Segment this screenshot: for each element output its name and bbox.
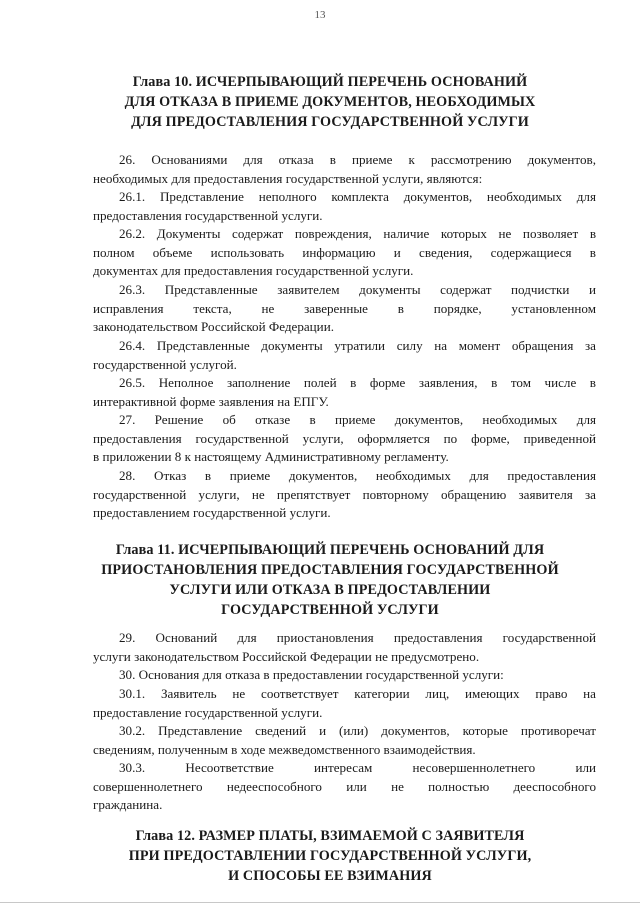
paragraph-28 (93, 467, 596, 523)
paragraph-line: 26.1. Представление неполного комплекта документов, необходимых для (119, 189, 596, 204)
paragraph-26-2 (93, 225, 596, 281)
paragraph-line: гражданина. (93, 797, 163, 812)
paragraph-line: полном объеме использовать информацию и сведения, содержащиеся в (93, 244, 596, 260)
paragraph-line: в приложении 8 к настоящему Административному регламенту. (93, 449, 449, 464)
chapter-10-title-line: ДЛЯ ОТКАЗА В ПРИЕМЕ ДОКУМЕНТОВ, НЕОБХОДИМЫХ (124, 94, 536, 110)
paragraph-line: 26. Основаниями для отказа в приеме к рассмотрению документов, (119, 152, 596, 167)
paragraph-line: документах для предоставления государственной услуги. (93, 263, 414, 278)
paragraph-30-3 (93, 759, 596, 815)
paragraph-line: предоставлением государственной услуги. (93, 505, 331, 520)
paragraph-26 (93, 151, 596, 188)
paragraph-line: 26.5. Неполное заполнение полей в форме заявления, в том числе в (119, 375, 596, 390)
paragraph-line: 26.3. Представленные заявителем документы содержат подчистки и (119, 282, 596, 297)
chapter-12-title (80, 826, 580, 886)
paragraph-line: предоставление государственной услуги. (93, 704, 323, 720)
chapter-11-title-line: Глава 11. ИСЧЕРПЫВАЮЩИЙ ПЕРЕЧЕНЬ ОСНОВАНИЙ ДЛЯ (115, 542, 545, 558)
paragraph-line: 26.2. Документы содержат повреждения, наличие которых не позволяет в (119, 226, 596, 241)
chapter-12-title-line: ПРИ ПРЕДОСТАВЛЕНИИ ГОСУДАРСТВЕННОЙ УСЛУГИ, (128, 848, 532, 864)
chapter-10-title-line: ДЛЯ ПРЕДОСТАВЛЕНИЯ ГОСУДАРСТВЕННОЙ УСЛУГИ (131, 114, 529, 130)
paragraph-line: законодательством Российской Федерации. (93, 319, 334, 334)
chapter-11-title-line: ГОСУДАРСТВЕННОЙ УСЛУГИ (221, 602, 439, 618)
scan-edge-line (0, 902, 640, 903)
paragraph-line: государственной услуги, не препятствует повторному обращению заявителя за (93, 486, 596, 502)
paragraph-26-4 (93, 337, 596, 374)
paragraph-line: 28. Отказ в приеме документов, необходимых для предоставления (119, 468, 596, 483)
paragraph-26-3 (93, 281, 596, 337)
page-number: 13 (314, 9, 326, 21)
paragraph-line: 30. Основания для отказа в предоставлении государственной услуги: (119, 667, 504, 682)
paragraph-line: предоставления государственной услуги. (93, 207, 323, 223)
paragraph-line: совершеннолетнего недееспособного или не полностью дееспособного (93, 778, 596, 794)
paragraph-30 (93, 666, 596, 685)
chapter-10-title (80, 72, 580, 132)
paragraph-30-1 (93, 685, 596, 722)
chapter-12-title-line: И СПОСОБЫ ЕЕ ВЗИМАНИЯ (228, 868, 432, 884)
paragraph-line: 29. Оснований для приостановления предоставления государственной (119, 630, 596, 645)
paragraph-line: услуги законодательством Российской Федерации не предусмотрено. (93, 648, 480, 664)
paragraph-line: 27. Решение об отказе в приеме документов, необходимых для (119, 412, 596, 427)
paragraph-30-2 (93, 722, 596, 759)
paragraph-line: государственной услугой. (93, 356, 237, 372)
chapter-11-title (80, 540, 580, 620)
paragraph-line: необходимых для предоставления государственной услуги, являются: (93, 170, 483, 186)
paragraph-line: предоставления государственной услуги, оформляется по форме, приведенной (93, 430, 596, 446)
paragraph-line: интерактивной форме заявления на ЕПГУ. (93, 393, 329, 409)
chapter-11-title-line: ПРИОСТАНОВЛЕНИЯ ПРЕДОСТАВЛЕНИЯ ГОСУДАРСТВЕННОЙ (101, 562, 559, 578)
paragraph-line: 30.3. Несоответствие интересам несовершеннолетнего или (119, 760, 596, 775)
paragraph-26-5 (93, 374, 596, 411)
chapter-12-title-line: Глава 12. РАЗМЕР ПЛАТЫ, ВЗИМАЕМОЙ С ЗАЯВИТЕЛЯ (135, 828, 525, 844)
paragraph-27 (93, 411, 596, 467)
paragraph-line: исправления текста, не заверенные в порядке, установленном (93, 300, 596, 316)
paragraph-26-1 (93, 188, 596, 225)
chapter-10-title-line: Глава 10. ИСЧЕРПЫВАЮЩИЙ ПЕРЕЧЕНЬ ОСНОВАНИЙ (132, 74, 528, 90)
paragraph-line: сведениям, полученным в ходе межведомственного взаимодействия. (93, 741, 476, 757)
paragraph-line: 26.4. Представленные документы утратили силу на момент обращения за (119, 338, 596, 353)
paragraph-line: 30.1. Заявитель не соответствует категории лиц, имеющих право на (119, 686, 596, 701)
chapter-11-title-line: УСЛУГИ ИЛИ ОТКАЗА В ПРЕДОСТАВЛЕНИИ (169, 582, 491, 598)
paragraph-line: 30.2. Представление сведений и (или) документов, которые противоречат (119, 723, 596, 738)
paragraph-29 (93, 629, 596, 666)
